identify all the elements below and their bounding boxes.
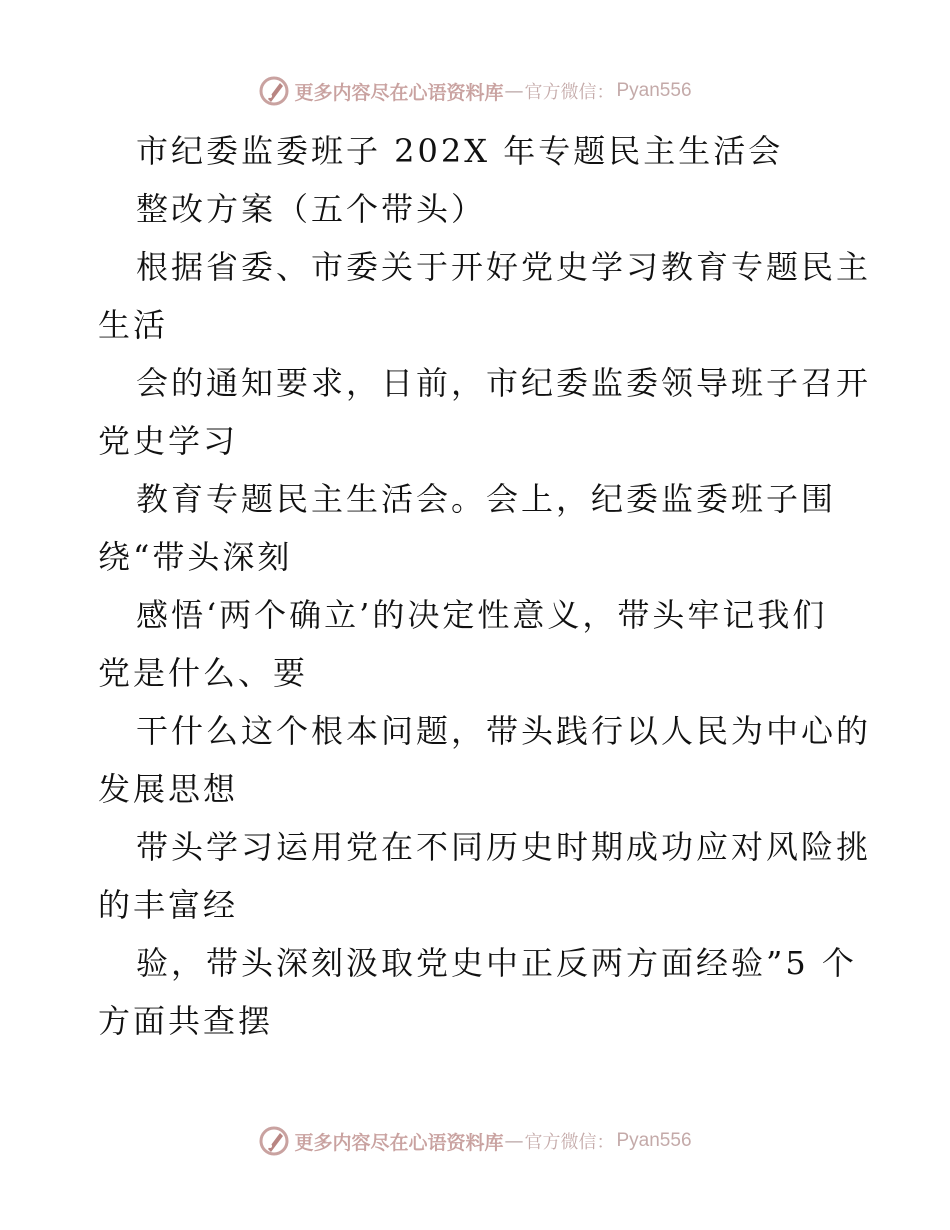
paragraph-line: 绕“带头深刻 [98,538,293,576]
paragraph-line: 发展思想 [98,770,239,808]
watermark-wechat-label: 官方微信： [524,82,615,103]
paragraph-line: 方面共查摆 [98,1002,274,1040]
watermark-wechat-id: Pyan556 [616,80,692,101]
doc-title-line-2: 整改方案（五个带头） [136,190,487,228]
watermark-wechat-label: 官方微信： [524,1132,615,1153]
paragraph-line: 干什么这个根本问题，带头践行以人民为中心的 [136,712,872,750]
paragraph-line: 教育专题民主生活会。会上，纪委监委班子围 [136,480,837,518]
watermark-separator: — [504,1130,524,1152]
paragraph-line: 根据省委、市委关于开好党史学习教育专题民主 [136,248,872,286]
watermark-text: 更多内容尽在心语资料库 [294,1131,504,1154]
paragraph-line: 党是什么、要 [98,654,309,692]
footer-watermark [0,1121,950,1161]
pen-nib-icon [258,1125,290,1157]
paragraph-line: 生活 [98,306,169,344]
paragraph-line: 党史学习 [98,422,239,460]
paragraph-line: 的丰富经 [98,886,239,924]
watermark-separator: — [504,80,524,102]
paragraph-line: 带头学习运用党在不同历史时期成功应对风险挑 [136,828,872,866]
pen-nib-icon [258,75,290,107]
header-watermark [0,71,950,111]
paragraph-line: 感悟‘两个确立’的决定性意义，带头牢记我们 [136,596,828,634]
document-body [98,122,872,1050]
watermark-wechat-id: Pyan556 [616,1130,692,1151]
watermark-text: 更多内容尽在心语资料库 [294,81,504,104]
paragraph-line: 会的通知要求，日前，市纪委监委领导班子召开 [136,364,872,402]
doc-title-line-1: 市纪委监委班子 202X 年专题民主生活会 [136,132,784,170]
paragraph-line: 验，带头深刻汲取党史中正反两方面经验”5 个 [136,944,857,982]
